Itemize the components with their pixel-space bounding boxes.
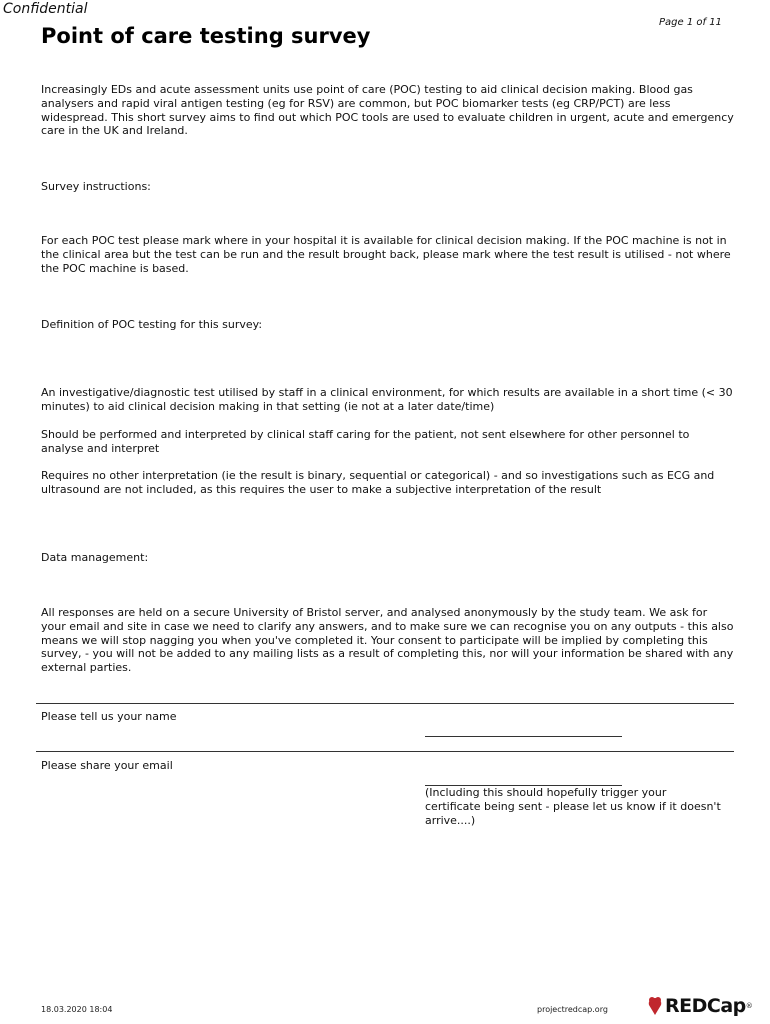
page-title: Point of care testing survey [41, 24, 371, 48]
email-question-label: Please share your email [41, 759, 173, 772]
definition-item-1: An investigative/diagnostic test utilised by staff in a clinical environment, for which results are available in a short time (< 30 minutes) to aid clinical decision making in that setting (ie not at a later date/time) [41, 386, 733, 413]
data-management-heading: Data management: [41, 551, 149, 564]
data-management-paragraph: All responses are held on a secure University of Bristol server, and analysed anonymously by the study team. We ask for your email and site in case we need to clarify any answers, and to make sure we can recognise you on any outputs - this also means we will stop nagging you when you've completed it. Your consent to participate will be implied by completing this survey, - you will not be added to any mailing lists as a result of completing this, nor will your information be shared with any external parties. [41, 606, 734, 675]
name-question-label: Please tell us your name [41, 710, 177, 723]
definition-item-2: Should be performed and interpreted by clinical staff caring for the patient, not sent elsewhere for other personnel to analyse and interpret [41, 428, 690, 455]
page-number: Page 1 of 11 [659, 17, 722, 28]
definition-heading: Definition of POC testing for this survey: [41, 318, 263, 331]
definition-item-3: Requires no other interpretation (ie the result is binary, sequential or categorical) - and so investigations such as ECG and ultrasound are not included, as this requires the user to make a subjective interpretation of the result [41, 469, 715, 496]
confidential-label: Confidential [3, 1, 88, 17]
redcap-logo-text: REDCap [665, 995, 746, 1017]
footer-date: 18.03.2020 18:04 [41, 1005, 113, 1014]
question-divider [36, 751, 734, 752]
redcap-logo [645, 995, 753, 1017]
instructions-heading: Survey instructions: [41, 180, 151, 193]
name-answer-field[interactable] [425, 736, 622, 737]
redcap-icon [645, 995, 665, 1017]
instructions-paragraph: For each POC test please mark where in your hospital it is available for clinical decision making. If the POC machine is not in the clinical area but the test can be run and the result brought back, please mark where the test result is utilised - not where the POC machine is based. [41, 234, 731, 275]
redcap-registered-mark: ® [745, 1002, 753, 1010]
intro-paragraph: Increasingly EDs and acute assessment units use point of care (POC) testing to aid clinical decision making. Blood gas analysers and rapid viral antigen testing (eg for RSV) are common, but POC biomarker tests (eg CRP/PCT) are less widespread. This short survey aims to find out which POC tools are used to evaluate children in urgent, acute and emergency care in the UK and Ireland. [41, 83, 734, 138]
email-note: (Including this should hopefully trigger your certificate being sent - please let us know if it doesn't arrive....) [425, 786, 721, 827]
question-divider [36, 703, 734, 704]
footer-site: projectredcap.org [537, 1005, 608, 1014]
